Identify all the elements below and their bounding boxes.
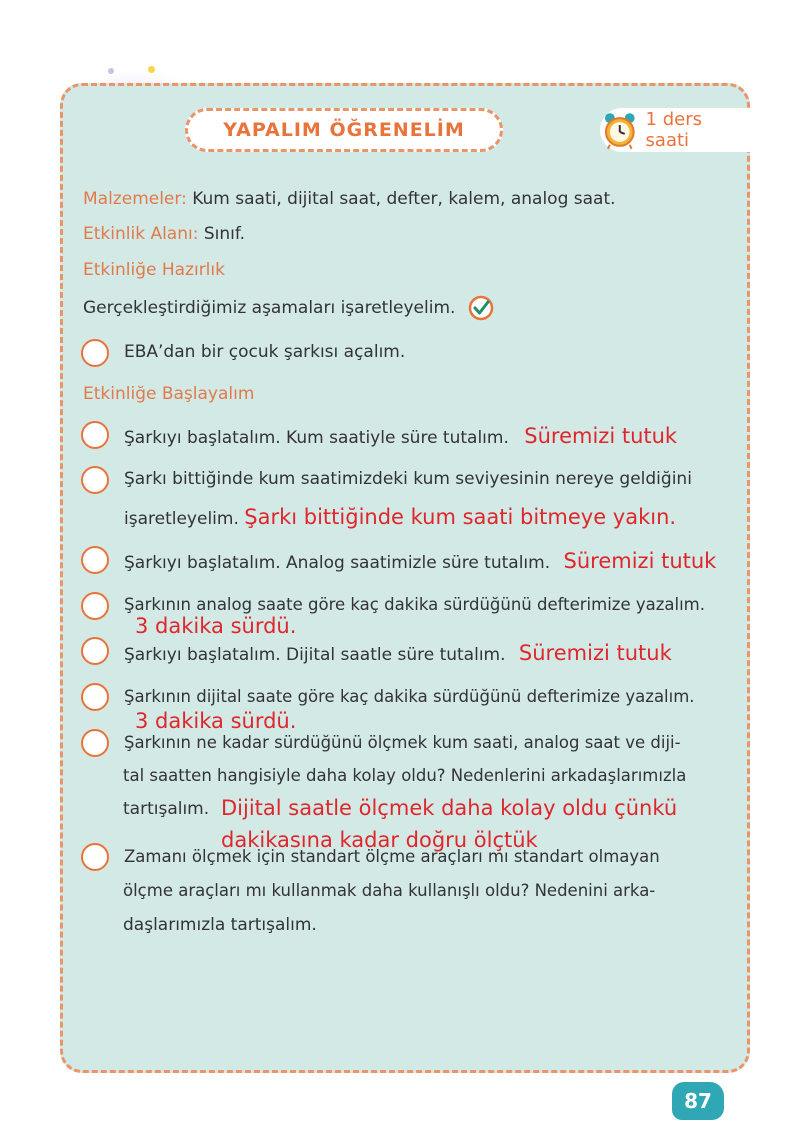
step-line: Zamanı ölçmek için standart ölçme araçları mı standart olmayan xyxy=(124,847,660,866)
handwritten-answer: 3 dakika sürdü. xyxy=(135,709,297,733)
step-line: tartışalım. xyxy=(123,799,210,819)
alarm-clock-icon xyxy=(600,110,640,150)
checkbox-circle[interactable] xyxy=(81,466,109,494)
step-text xyxy=(124,505,676,529)
step-text xyxy=(124,641,672,665)
handwritten-answer: Şarkı bittiğinde kum saati bitmeye yakın. xyxy=(244,505,677,529)
step-line: ölçme araçları mı kullanmak daha kullanışlı oldu? Nedenini arka- xyxy=(123,881,656,900)
page-number: 87 xyxy=(672,1082,724,1120)
materials-text: Kum saati, dijital saat, defter, kalem, analog saat. xyxy=(192,189,616,209)
step-text xyxy=(124,424,677,448)
handwritten-answer: Süremizi tutuk xyxy=(524,424,678,448)
checkbox-circle[interactable] xyxy=(81,339,109,367)
handwritten-answer: Dijital saatle ölçmek daha kolay oldu çünkü xyxy=(221,796,678,820)
handwritten-answer: 3 dakika sürdü. xyxy=(135,614,297,638)
checkbox-circle[interactable] xyxy=(81,683,109,711)
materials-label: Malzemeler: xyxy=(83,189,187,209)
handwritten-answer: dakikasına kadar doğru ölçtük xyxy=(221,828,538,852)
step-line: Şarkıyı başlatalım. Analog saatimizle süre tutalım. xyxy=(124,553,551,573)
duration-label: 1 ders saati xyxy=(645,109,702,151)
handwritten-answer: Süremizi tutuk xyxy=(518,641,672,665)
activity-area-label: Etkinlik Alanı: xyxy=(83,224,199,244)
checkbox-circle[interactable] xyxy=(81,843,109,871)
instruction-text: Gerçekleştirdiğimiz aşamaları işaretleyelim. xyxy=(83,298,456,318)
start-heading: Etkinliğe Başlayalım xyxy=(83,384,255,404)
materials-line xyxy=(83,189,616,209)
preparation-heading: Etkinliğe Hazırlık xyxy=(83,260,225,280)
activity-area-text: Sınıf. xyxy=(203,224,246,244)
section-title: YAPALIM ÖĞRENELİM xyxy=(185,108,503,152)
duration-badge xyxy=(600,108,750,152)
checkbox-circle[interactable] xyxy=(81,421,109,449)
activity-area-line xyxy=(83,224,245,244)
step-line: Şarkıyı başlatalım. Kum saatiyle süre tutalım. xyxy=(124,428,509,448)
step-line: işaretleyelim. xyxy=(124,509,239,529)
handwritten-answer: Süremizi tutuk xyxy=(563,549,717,573)
checkmark-icon xyxy=(467,294,495,322)
step-line: Şarkının dijital saate göre kaç dakika sürdüğünü defterimize yazalım. xyxy=(124,687,695,706)
decorative-dot xyxy=(148,66,155,73)
prep-item-text: EBA’dan bir çocuk şarkısı açalım. xyxy=(124,342,406,362)
step-line: Şarkıyı başlatalım. Dijital saatle süre tutalım. xyxy=(124,645,506,665)
step-line: daşlarımızla tartışalım. xyxy=(123,915,317,935)
step-line: Şarkının ne kadar sürdüğünü ölçmek kum saati, analog saat ve diji- xyxy=(124,733,681,752)
checkbox-circle[interactable] xyxy=(81,592,109,620)
checkbox-circle[interactable] xyxy=(81,637,109,665)
step-line: tal saatten hangisiyle daha kolay oldu? Nedenlerini arkadaşlarımızla xyxy=(123,766,687,785)
instruction-line xyxy=(83,294,495,322)
checkbox-circle[interactable] xyxy=(81,546,109,574)
step-line: Şarkı bittiğinde kum saatimizdeki kum seviyesinin nereye geldiğini xyxy=(124,469,692,489)
step-line: Şarkının analog saate göre kaç dakika sürdüğünü defterimize yazalım. xyxy=(124,595,705,614)
decorative-dot xyxy=(108,68,114,74)
checkbox-circle[interactable] xyxy=(81,729,109,757)
step-text xyxy=(124,549,716,573)
